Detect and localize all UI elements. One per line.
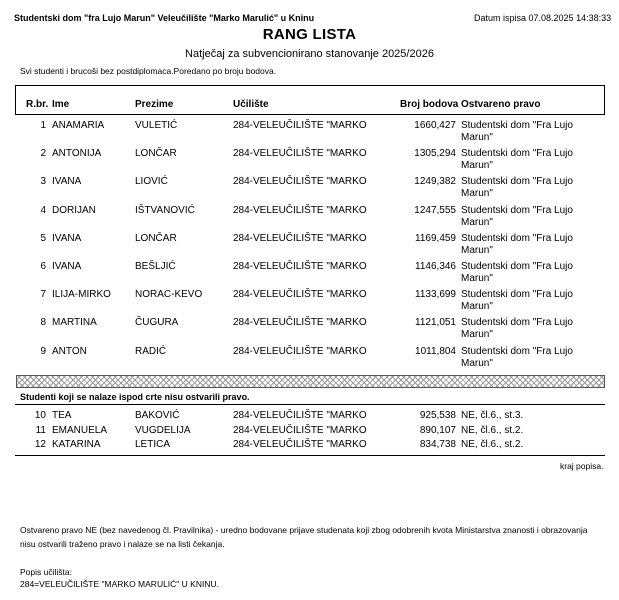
cell-bodovi: 925,538 (419, 410, 456, 421)
cell-prezime: BEŠLJIĆ (135, 261, 176, 272)
cell-rbr: 3 (40, 176, 46, 188)
cell-bodovi: 890,107 (419, 424, 456, 436)
cell-bodovi: 1660,427 (414, 120, 456, 131)
cell-uciliste: 284-VELEUČILIŠTE "MARKO (233, 261, 367, 272)
divider-bottom (15, 455, 605, 456)
cell-uciliste: 284-VELEUČILIŠTE "MARKO (233, 424, 367, 436)
cell-uciliste: 284-VELEUČILIŠTE "MARKO (233, 176, 367, 188)
footer-explanation: Ostvareno pravo NE (bez navedenog čl. Pravilnika) - uredno bodovane prijave studenata koji zbog odobrenih kvota Ministarstva znanosti i obrazovanja nisu ostvarili traženo pravo i nalaze se na listi čekanja. (20, 525, 588, 549)
print-date: Datum ispisa 07.08.2025 14:38:33 (474, 13, 612, 23)
institution-name: Studentski dom "fra Lujo Marun" Veleučilište "Marko Marulić" u Kninu (14, 13, 315, 23)
column-header-ime: Ime (52, 99, 70, 110)
cell-uciliste: 284-VELEUČILIŠTE "MARKO (233, 410, 367, 421)
cell-pravo: Studentski dom "Fra Lujo Marun" (461, 289, 573, 313)
cell-rbr: 8 (40, 317, 46, 329)
cell-pravo: NE, čl.6., st.3. (461, 410, 524, 421)
cell-uciliste: 284-VELEUČILIŠTE "MARKO (233, 289, 367, 301)
cell-uciliste: 284-VELEUČILIŠTE "MARKO (233, 204, 367, 216)
cell-ime: IVANA (52, 261, 82, 272)
cell-ime: IVANA (52, 176, 82, 188)
cell-prezime: VULETIĆ (135, 120, 178, 131)
page-subtitle: Natječaj za subvencionirano stanovanje 2025/2026 (185, 48, 434, 60)
cell-pravo: Studentski dom "Fra Lujo Marun" (461, 261, 573, 284)
cell-prezime: LONČAR (135, 232, 177, 244)
page-title: RANG LISTA (262, 26, 357, 43)
cell-ime: ILIJA-MIRKO (52, 289, 111, 301)
footer-list-item: 284=VELEUČILIŠTE "MARKO MARULIĆ" U KNINU. (20, 579, 219, 589)
cell-uciliste: 284-VELEUČILIŠTE "MARKO (233, 345, 367, 357)
cell-ime: ANTONIJA (52, 148, 102, 160)
cell-rbr: 6 (40, 261, 46, 272)
cell-uciliste: 284-VELEUČILIŠTE "MARKO (233, 232, 367, 244)
divider-top (15, 404, 605, 405)
cell-ime: MARTINA (52, 317, 97, 329)
column-header-prezime: Prezime (135, 99, 174, 110)
column-header-rbr: R.br. (26, 99, 49, 110)
cell-ime: DORIJAN (52, 204, 96, 216)
cell-bodovi: 1121,051 (415, 317, 456, 329)
cell-bodovi: 1133,699 (415, 289, 456, 301)
cell-pravo: Studentski dom "Fra Lujo Marun" (461, 204, 573, 228)
cell-rbr: 11 (35, 424, 46, 436)
cell-prezime: ČUGURA (135, 317, 179, 329)
cell-pravo: Studentski dom "Fra Lujo Marun" (461, 345, 573, 369)
cutoff-note: Studenti koji se nalaze ispod crte nisu ostvarili pravo. (20, 392, 250, 402)
cell-prezime: RADIĆ (135, 345, 167, 357)
list-note: Svi studenti i brucoši bez postdiplomaca.Poredano po broju bodova. (20, 66, 277, 76)
column-header-bodovi: Broj bodova (400, 99, 459, 110)
cell-rbr: 1 (40, 120, 46, 131)
cell-ime: EMANUELA (52, 424, 108, 436)
footer-list-label: Popis učilišta: (20, 567, 72, 577)
cell-pravo: NE, čl.6., st.2. (461, 439, 524, 450)
column-header-pravo: Ostvareno pravo (461, 99, 541, 110)
cell-rbr: 12 (34, 439, 46, 450)
cell-uciliste: 284-VELEUČILIŠTE "MARKO (233, 120, 367, 131)
cell-pravo: NE, čl.6., st.2. (461, 424, 524, 436)
cell-prezime: LIOVIĆ (135, 176, 168, 188)
cell-bodovi: 1249,382 (414, 176, 456, 188)
cell-bodovi: 1011,804 (415, 345, 456, 357)
cell-bodovi: 834,738 (419, 439, 456, 450)
cell-bodovi: 1305,294 (414, 148, 456, 160)
cell-pravo: Studentski dom "Fra Lujo Marun" (461, 176, 573, 200)
end-of-list: kraj popisa. (560, 461, 604, 471)
cutoff-line (16, 375, 605, 388)
cell-bodovi: 1169,459 (415, 232, 456, 244)
cell-uciliste: 284-VELEUČILIŠTE "MARKO (233, 148, 367, 160)
column-header-uciliste: Učilište (233, 99, 269, 110)
cell-uciliste: 284-VELEUČILIŠTE "MARKO (233, 439, 367, 450)
cell-ime: KATARINA (52, 439, 101, 450)
cell-pravo: Studentski dom "Fra Lujo Marun" (461, 120, 573, 143)
cell-prezime: LONČAR (135, 148, 177, 160)
cell-ime: ANTON (52, 345, 87, 357)
cell-prezime: VUGDELIJA (135, 424, 191, 436)
cell-uciliste: 284-VELEUČILIŠTE "MARKO (233, 317, 367, 329)
cell-pravo: Studentski dom "Fra Lujo Marun" (461, 232, 573, 256)
cell-bodovi: 1247,555 (414, 204, 456, 216)
cell-ime: ANAMARIA (52, 120, 105, 131)
cell-prezime: BAKOVIĆ (135, 410, 180, 421)
cell-rbr: 4 (40, 204, 46, 216)
cell-ime: TEA (52, 410, 72, 421)
cell-bodovi: 1146,346 (415, 261, 456, 272)
cell-prezime: IŠTVANOVIĆ (135, 204, 195, 216)
cell-rbr: 7 (40, 289, 46, 301)
cell-ime: IVANA (52, 232, 82, 244)
cell-prezime: LETICA (135, 439, 171, 450)
cell-pravo: Studentski dom "Fra Lujo Marun" (461, 148, 573, 172)
cell-pravo: Studentski dom "Fra Lujo Marun" (461, 317, 573, 341)
cell-prezime: NORAC-KEVO (135, 289, 203, 301)
cell-rbr: 9 (40, 345, 46, 357)
cell-rbr: 5 (40, 232, 46, 244)
cell-rbr: 10 (34, 410, 46, 421)
cell-rbr: 2 (40, 148, 46, 160)
